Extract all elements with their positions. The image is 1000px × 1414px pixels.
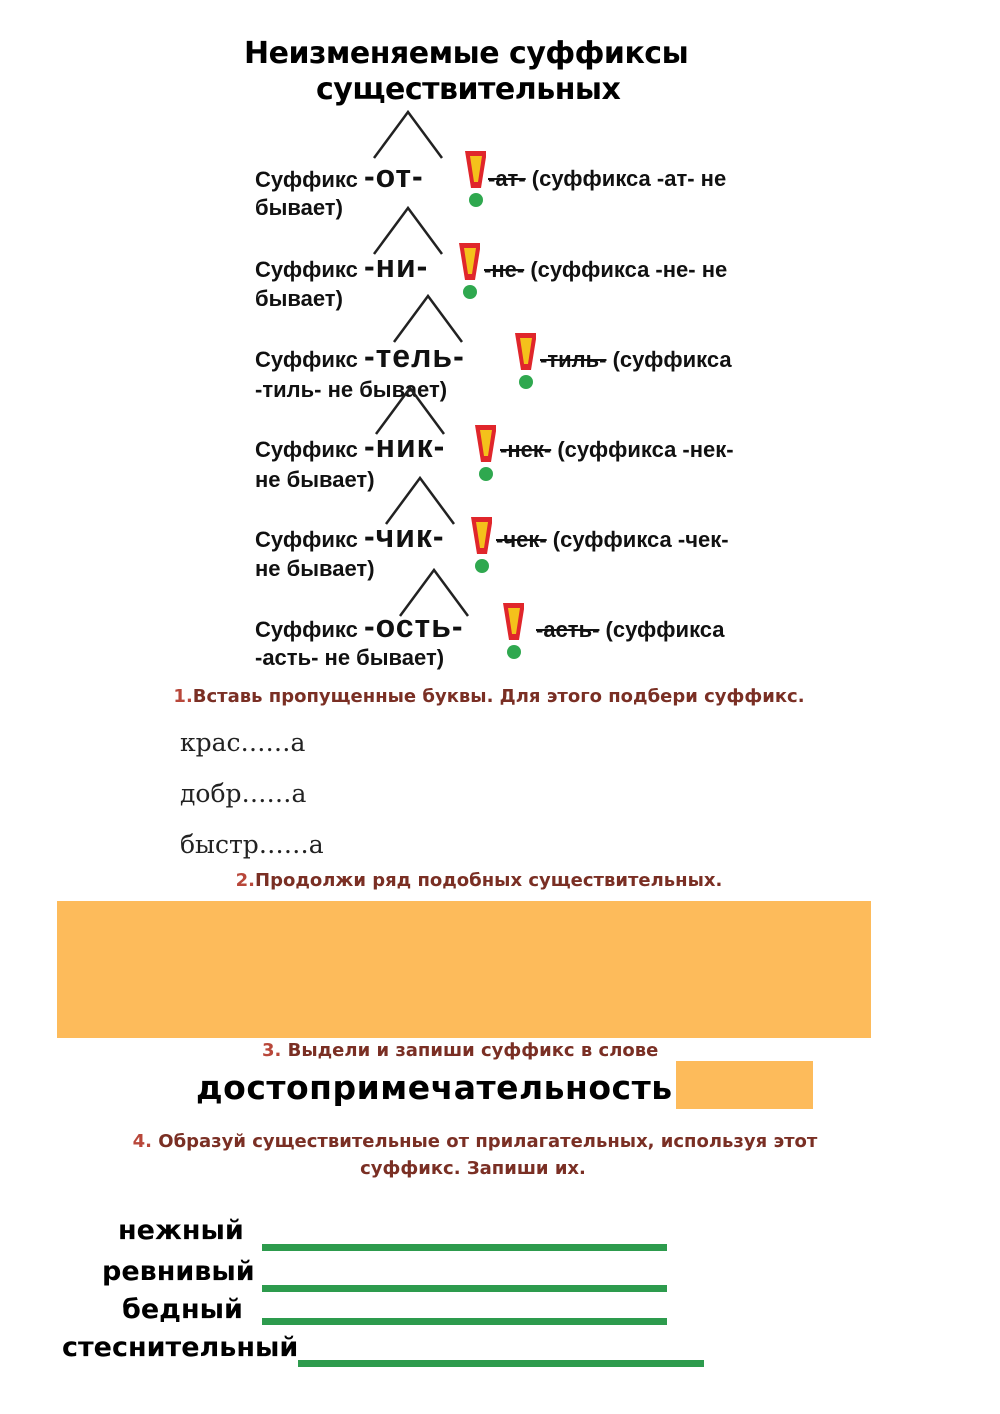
task-text: Образуй существительные от прилагательных, используя этот [152,1131,818,1152]
task-3-heading [262,1040,658,1061]
answer-line[interactable] [262,1318,667,1325]
task-number: 4. [132,1131,153,1152]
title-line-1: Неизменяемые суффиксы [244,36,689,71]
rule-row [255,248,428,285]
task-number: 1. [173,686,193,707]
task-4-heading [0,1131,950,1152]
rule-row [255,338,465,375]
row-suffix: -чик- [363,518,445,554]
answer-line[interactable] [262,1244,667,1251]
rule-card-title [244,36,688,108]
task-2-heading [0,870,958,891]
row-suffix: -тель- [363,338,465,374]
row-wrong-suffix: -нек- [500,437,552,462]
word-blank[interactable]: крас……а [180,728,306,757]
rule-row-note [484,257,727,283]
row-wrong-suffix: -чек- [496,527,547,552]
adjective-label: стеснительный [62,1332,299,1363]
task-number: 3. [262,1040,282,1061]
row-note: (суффикса [612,347,732,372]
task-1-heading [0,686,978,707]
answer-line[interactable] [262,1285,667,1292]
task-text: Выдели и запиши суффикс в слове [281,1040,659,1061]
roof-mark [390,292,466,344]
row-note-2: не бывает) [255,467,375,492]
task-number: 2. [235,870,256,891]
row-note-2: не бывает) [255,556,375,581]
exclamation-icon [502,602,524,660]
row-prefix: Суффикс [255,527,358,552]
row-wrong-suffix: -тиль- [540,347,607,372]
row-note-2: -тиль- не бывает) [255,377,448,402]
row-suffix: -ник- [363,428,446,464]
roof-mark [370,108,446,160]
word-blank[interactable]: добр……а [180,779,307,808]
row-note: (суффикса -нек- [557,437,734,462]
row-prefix: Суффикс [255,617,358,642]
word-blank[interactable]: быстр……а [180,830,324,859]
rule-row-note [540,347,732,373]
row-suffix: -от- [363,158,424,194]
row-prefix: Суффикс [255,257,358,282]
row-note-2: бывает) [255,195,343,220]
rule-row-note [500,437,734,463]
exclamation-icon [474,424,496,482]
row-note-2: -асть- не бывает) [255,645,445,670]
adjective-label: бедный [122,1294,243,1325]
exclamation-icon [514,332,536,390]
row-note: (суффикса -не- не [530,257,728,282]
answer-line[interactable] [298,1360,704,1367]
rule-row [255,518,445,555]
adjective-label: нежный [118,1215,244,1246]
row-wrong-suffix: -ат- [488,166,526,191]
row-note: (суффикса -ат- не [531,166,727,191]
adjective-label: ревнивый [102,1256,255,1287]
task-3-answer-box[interactable] [676,1061,813,1109]
rule-row-note [496,527,729,553]
task-1-word-panel [125,716,839,866]
row-prefix: Суффикс [255,437,358,462]
rule-row [255,608,464,645]
rule-row [255,158,424,195]
row-wrong-suffix: -асть- [536,617,600,642]
exclamation-icon [464,150,486,208]
task-3-word: достопримечательность [196,1068,673,1107]
rule-row-note [536,617,725,643]
task-text: Продолжи ряд подобных существительных. [255,870,723,891]
task-2-answer-box[interactable] [57,901,871,1038]
row-note-2: бывает) [255,286,343,311]
row-note: (суффикса -чек- [552,527,729,552]
title-line-2: существительных [316,72,621,107]
row-prefix: Суффикс [255,167,358,192]
row-prefix: Суффикс [255,347,358,372]
row-suffix: -ость- [363,608,464,644]
task-text: Вставь пропущенные буквы. Для этого подбери суффикс. [192,686,805,707]
task-4-heading-line-2: суффикс. Запиши их. [360,1158,586,1179]
exclamation-icon [470,516,492,574]
rule-row-note [488,166,726,192]
rule-row [255,428,445,465]
row-suffix: -ни- [363,248,429,284]
row-wrong-suffix: -не- [484,257,525,282]
row-note: (суффикса [605,617,725,642]
